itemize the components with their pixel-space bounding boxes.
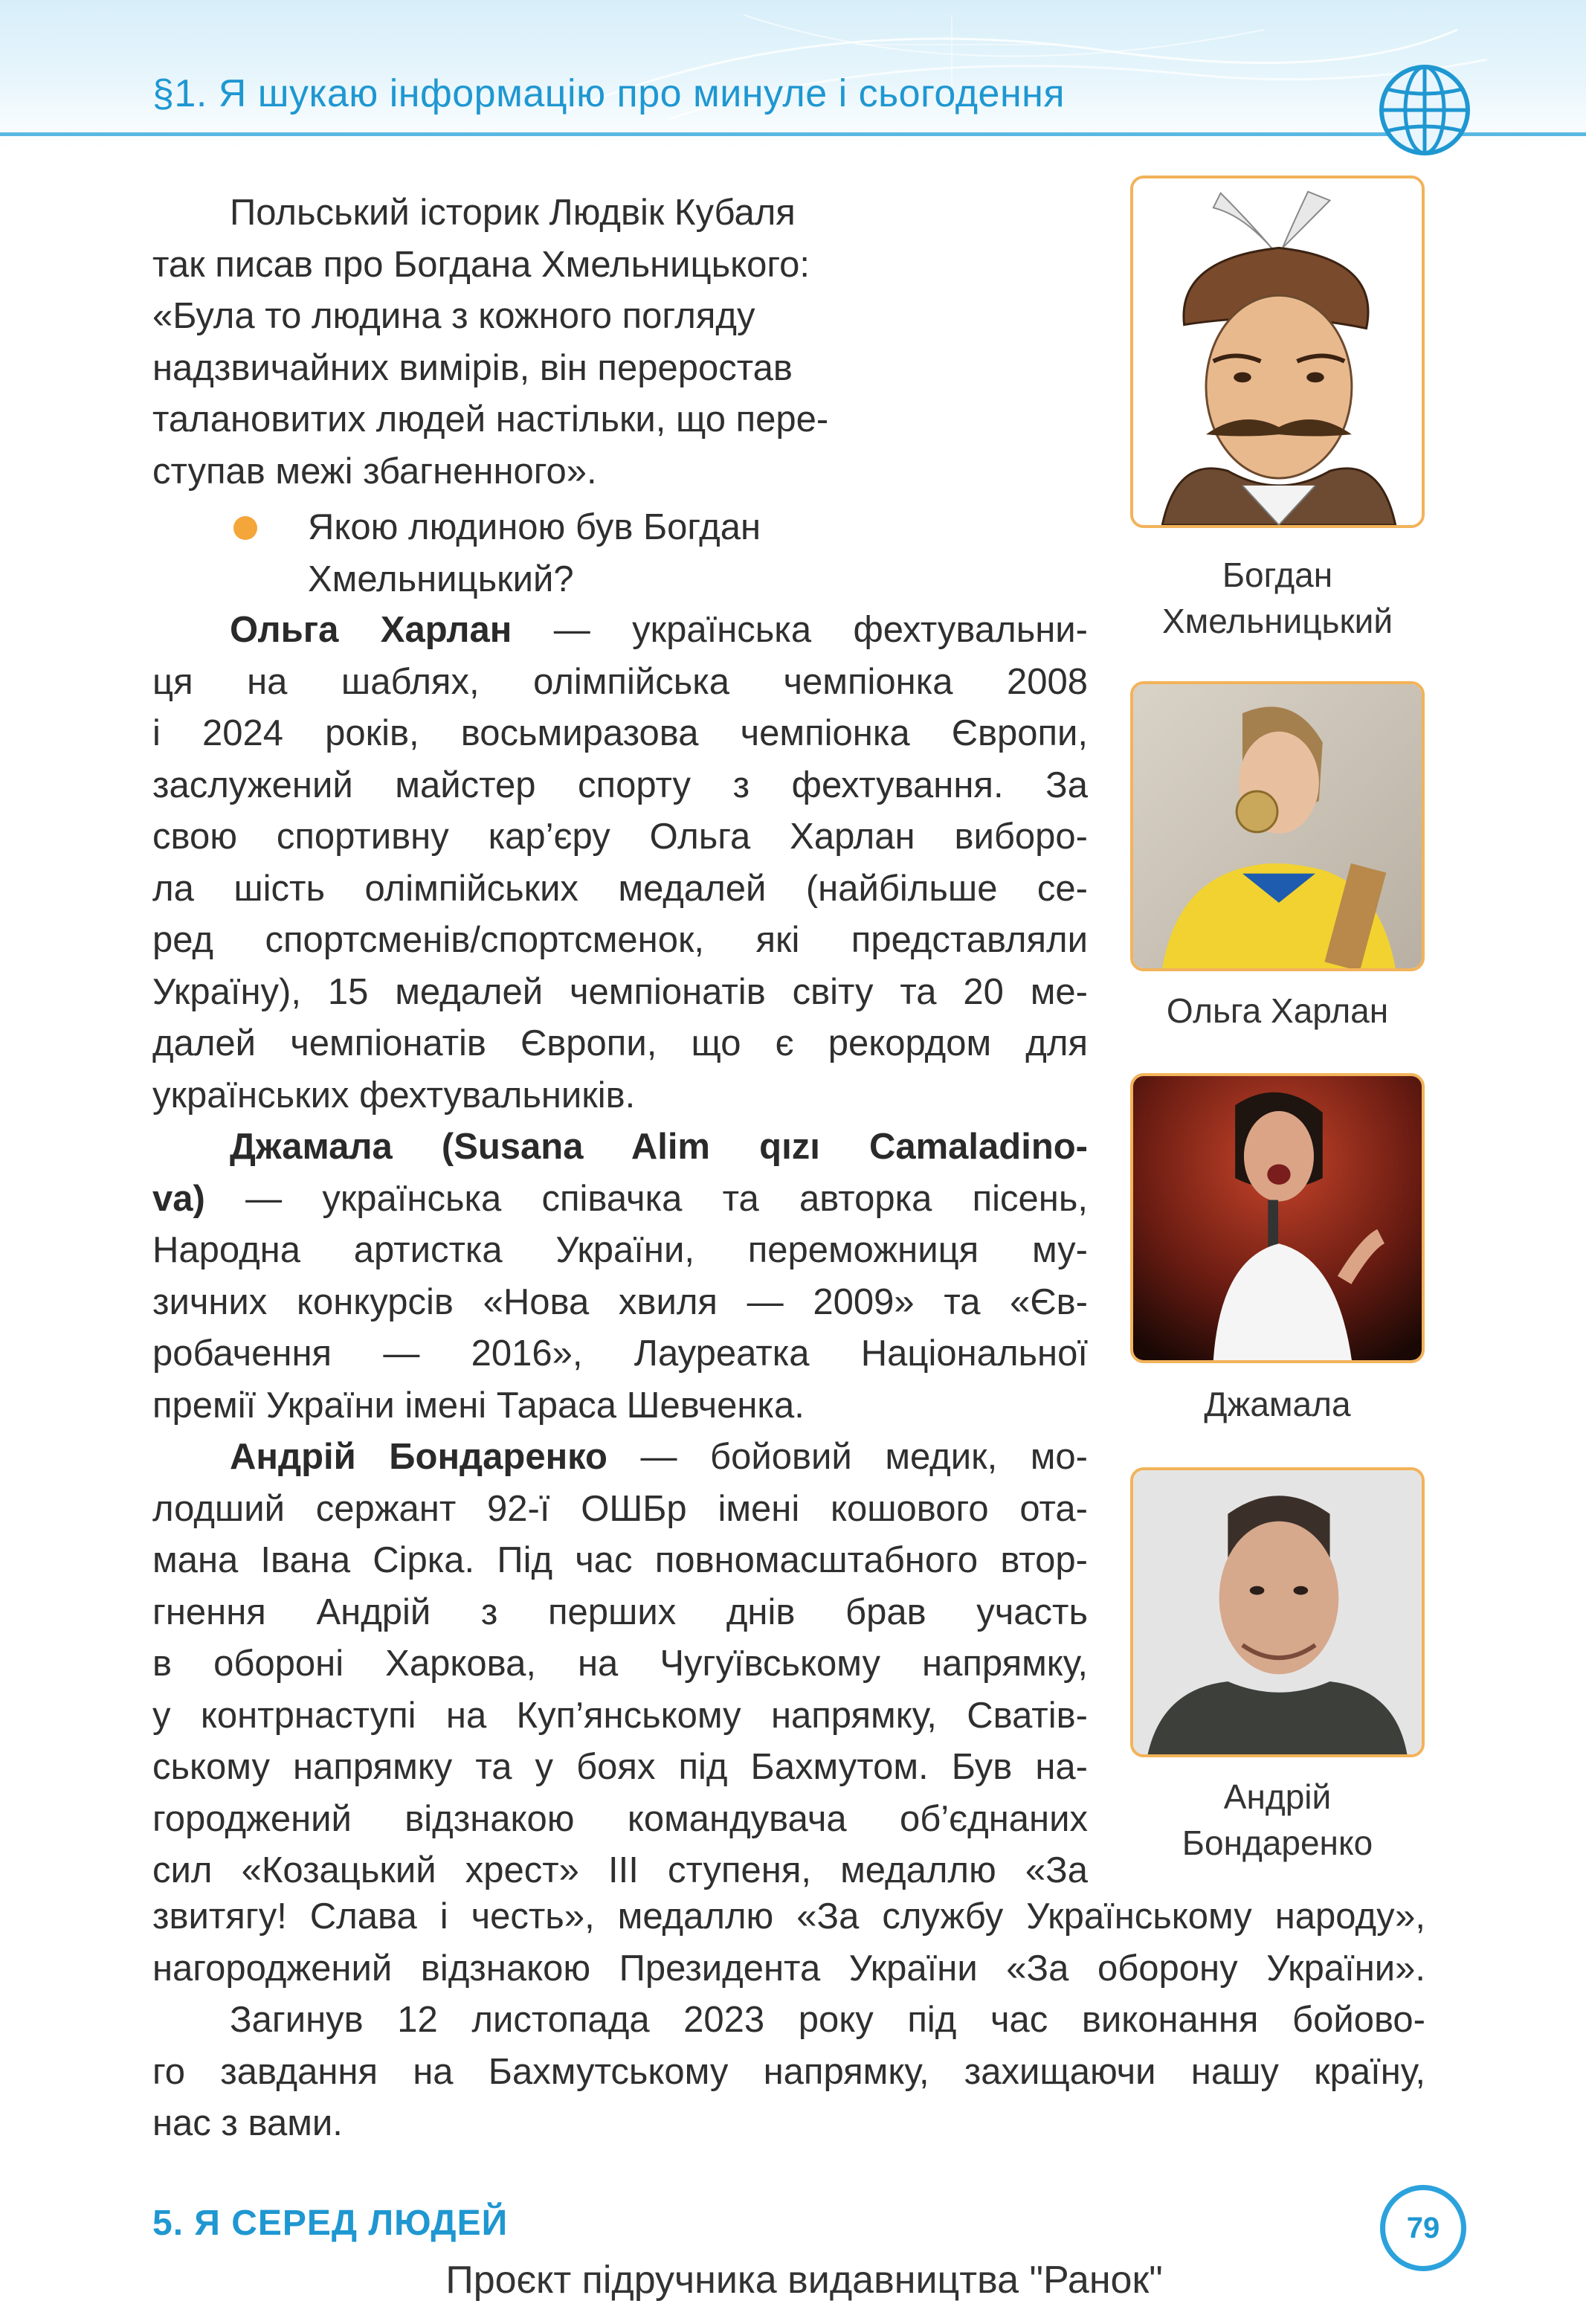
text-line: ському напрямку та у боях під Бахмутом. Був на- [152, 1747, 1088, 1787]
text-line: так писав про Богдана Хмельницького: [152, 244, 810, 285]
text-line: і 2024 років, восьмиразова чемпіонка Європи, [152, 713, 1088, 753]
kharlan-photo [1130, 681, 1425, 971]
text-line: свою спортивну кар’єру Ольга Харлан виборо- [152, 817, 1088, 857]
bondarenko-first-line [152, 1432, 1088, 1484]
text-fragment: — українська фехтувальни- [512, 610, 1088, 650]
jamala-first-line [152, 1121, 1088, 1174]
intro-paragraph [152, 187, 948, 498]
text-line: ред спортсменів/спортсменок, які представляли [152, 920, 1088, 960]
text-line: Україну), 15 медалей чемпіонатів світу та 20 ме- [152, 971, 1088, 1012]
jamala-second-line [152, 1174, 1088, 1226]
text-line: далей чемпіонатів Європи, що є рекордом для [152, 1023, 1088, 1063]
text-line: ця на шаблях, олімпійська чемпіонка 2008 [152, 661, 1088, 702]
project-note: Проєкт підручника видавництва "Ранок" [445, 2259, 1163, 2302]
text-line: заслужений майстер спорту з фехтування. За [152, 765, 1088, 805]
text-line: го завдання на Бахмутському напрямку, захищаючи нашу країну, [152, 2051, 1425, 2092]
caption-line: Богдан [1222, 556, 1333, 594]
kharlan-caption: Ольга Харлан [1166, 991, 1389, 1030]
bondarenko-name: Андрій Бондаренко [230, 1437, 607, 1477]
text-line: зичних конкурсів «Нова хвиля — 2009» та «Єв- [152, 1281, 1088, 1322]
page-number: 79 [1380, 2185, 1466, 2271]
text-line: Хмельницький? [308, 559, 574, 599]
text-line: «Була то людина з кожного погляду [152, 296, 755, 336]
text-line: в обороні Харкова, на Чугуївському напрямку, [152, 1644, 1088, 1684]
text-line: гнення Андрій з перших днів брав участь [152, 1591, 1088, 1632]
jamala-caption: Джамала [1204, 1385, 1351, 1423]
text-line: робачення — 2016», Лауреатка Національної [152, 1333, 1088, 1374]
chapter-label: 5. Я СЕРЕД ЛЮДЕЙ [152, 2204, 509, 2243]
text-line: мана Івана Сірка. Під час повномасштабного втор- [152, 1540, 1088, 1580]
text-line: надзвичайних вимірів, він переростав [152, 347, 793, 388]
text-line: премії України імені Тараса Шевченка. [152, 1385, 805, 1426]
section-title: §1. Я шукаю інформацію про минуле і сьогодення [152, 72, 1066, 115]
caption-line: Андрій [1223, 1777, 1332, 1816]
wide-paragraph [152, 1891, 1425, 2150]
jamala-name-end: va) [152, 1178, 205, 1219]
khmelnytsky-caption [1115, 552, 1440, 644]
bondarenko-photo-image [1133, 1470, 1422, 1754]
text-fragment: — бойовий медик, мо- [607, 1437, 1088, 1477]
jamala-photo [1130, 1073, 1425, 1363]
bondarenko-caption [1115, 1774, 1440, 1866]
text-line: у контрнаступі на Куп’янському напрямку, Сватів- [152, 1695, 1088, 1736]
kharlan-photo-image [1133, 684, 1422, 968]
text-line: лодший сержант 92-ї ОШБр імені кошового ота- [152, 1488, 1088, 1529]
caption-line: Бондаренко [1182, 1824, 1373, 1862]
text-line: Народна артистка України, переможниця му- [152, 1230, 1088, 1270]
header-divider [0, 132, 1586, 136]
jamala-photo-image [1133, 1076, 1422, 1360]
bullet-icon [233, 516, 257, 540]
text-fragment: — українська співачка та авторка пісень, [204, 1178, 1088, 1219]
text-line: звитягу! Слава і честь», медаллю «За службу Українському народу», [152, 1896, 1425, 1937]
text-line: нас з вами. [152, 2103, 343, 2143]
page-header [0, 0, 1586, 149]
text-line: українських фехтувальників. [152, 1075, 636, 1116]
text-line: Якою людиною був Богдан [308, 507, 761, 547]
text-line: Загинув 12 листопада 2023 року під час виконання бойово- [230, 2000, 1425, 2040]
question-text [308, 502, 977, 605]
globe-icon [1377, 62, 1472, 158]
text-line: Польський історик Людвік Кубаля [230, 193, 796, 233]
caption-line: Хмельницький [1161, 602, 1393, 640]
khmelnytsky-illustration [1133, 178, 1422, 525]
khmelnytsky-portrait [1130, 176, 1425, 528]
jamala-name: Джамала (Susana Alim qızı Camaladino- [230, 1127, 1088, 1167]
kharlan-name: Ольга Харлан [230, 610, 512, 650]
main-column [152, 605, 1088, 1897]
text-line: талановитих людей настільки, що пере- [152, 399, 829, 440]
bondarenko-photo [1130, 1467, 1425, 1757]
text-line: городжений відзнакою командувача об’єднаних [152, 1798, 1088, 1839]
text-line: нагороджений відзнакою Президента України «За оборону України». [152, 1948, 1425, 1989]
kharlan-first-line [152, 605, 1088, 657]
text-line: ступав межі збагненного». [152, 451, 597, 492]
text-line: сил «Козацький хрест» ІІІ ступеня, медаллю «За [152, 1850, 1088, 1890]
text-line: ла шість олімпійських медалей (найбільше се- [152, 868, 1088, 909]
